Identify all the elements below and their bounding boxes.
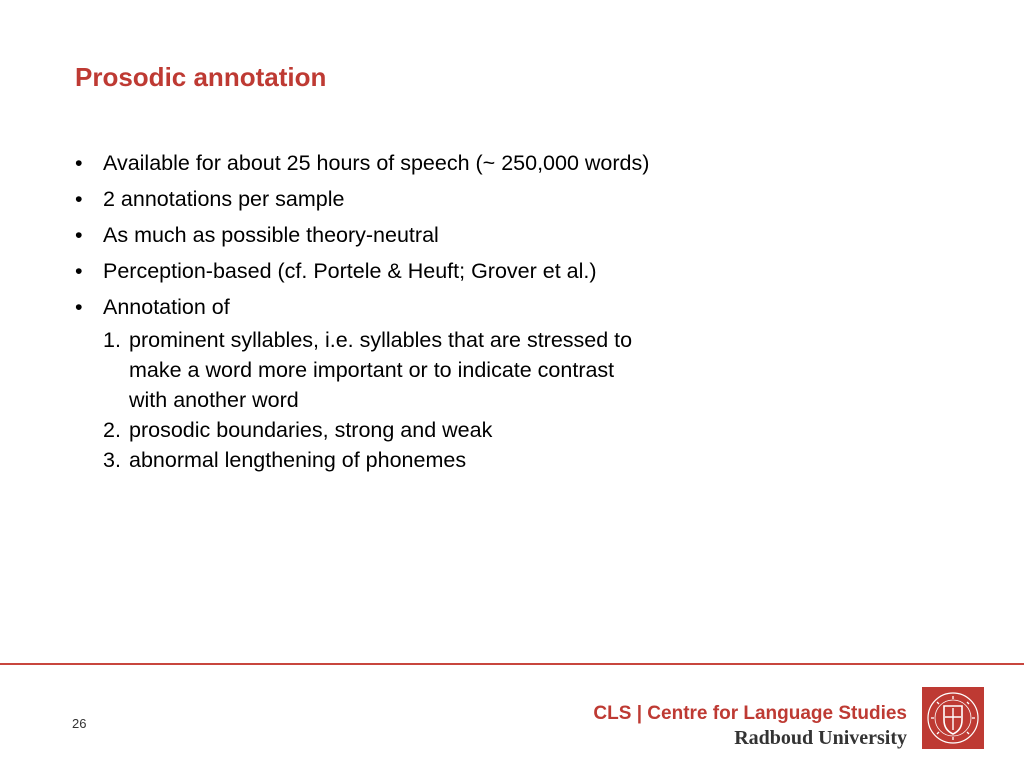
bullet-text: As much as possible theory-neutral [103, 223, 439, 247]
seal-icon [922, 687, 984, 749]
bullet-item [75, 145, 649, 181]
bullet-marker: • [75, 223, 83, 247]
brand-abbr: CLS [593, 703, 632, 724]
bullet-item [75, 289, 649, 475]
bullet-text: Perception-based (cf. Portele & Heuft; Grover et al.) [103, 259, 597, 283]
university-name: Radboud University [734, 727, 907, 749]
bullet-item [75, 217, 649, 253]
brand-line [593, 703, 907, 725]
item-line: prosodic boundaries, strong and weak [129, 418, 493, 442]
bullet-text: Available for about 25 hours of speech (~ 250,000 words) [103, 151, 650, 175]
brand-block [593, 703, 907, 750]
bullet-text: Annotation of [103, 295, 230, 319]
bullet-text: 2 annotations per sample [103, 187, 345, 211]
page-number: 26 [72, 716, 87, 731]
bullet-marker: • [75, 295, 83, 319]
brand-name: Centre for Language Studies [647, 703, 907, 724]
bullet-marker: • [75, 151, 83, 175]
bullet-list [75, 145, 649, 475]
numbered-item [103, 445, 649, 475]
numbered-item [103, 415, 649, 445]
bullet-marker: • [75, 187, 83, 211]
item-number: 1. [103, 328, 121, 352]
university-seal-logo [922, 687, 984, 749]
item-number: 2. [103, 418, 121, 442]
item-line: with another word [129, 388, 299, 412]
item-line: abnormal lengthening of phonemes [129, 448, 467, 472]
bullet-marker: • [75, 259, 83, 283]
item-number: 3. [103, 448, 121, 472]
footer-divider [0, 663, 1024, 665]
brand-separator: | [636, 703, 643, 724]
numbered-item [103, 325, 649, 415]
numbered-sub-list [103, 325, 649, 475]
bullet-item [75, 181, 649, 217]
bullet-item [75, 253, 649, 289]
slide-title: Prosodic annotation [75, 62, 327, 92]
item-line: prominent syllables, i.e. syllables that are stressed to [129, 328, 633, 352]
item-line: make a word more important or to indicate contrast [129, 358, 615, 382]
